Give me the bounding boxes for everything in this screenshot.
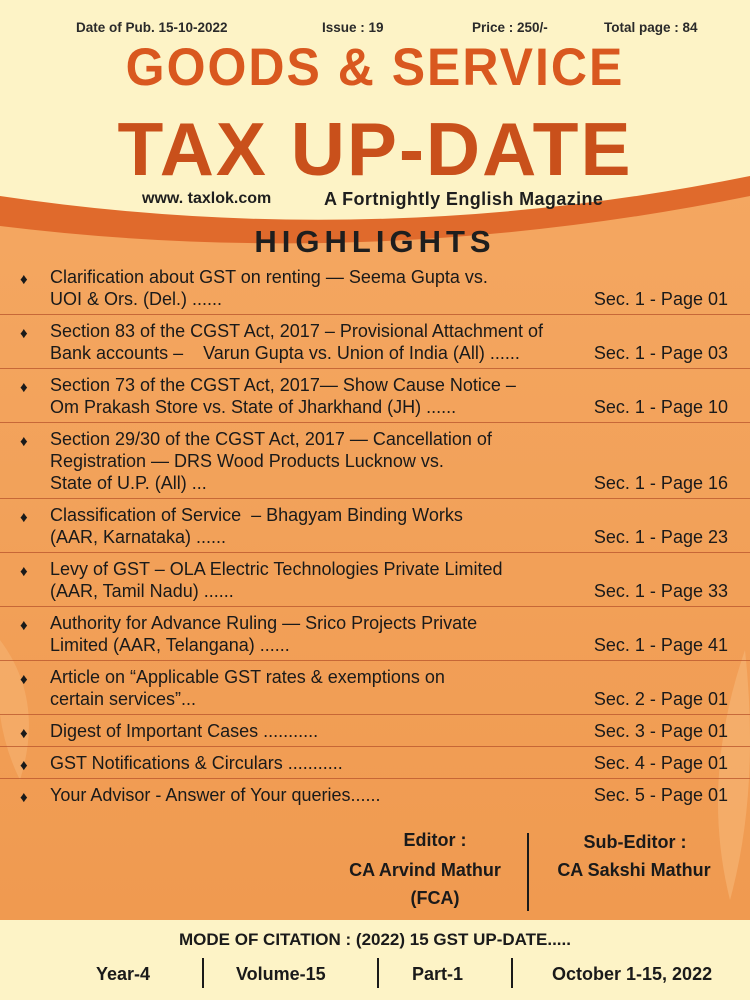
footer-divider — [511, 958, 513, 988]
highlight-item — [0, 666, 750, 710]
website: www. taxlok.com — [142, 190, 272, 207]
diamond-bullet-icon: ♦ — [20, 325, 28, 342]
editor-label: Editor : — [403, 830, 467, 850]
footer-divider — [202, 958, 204, 988]
highlight-divider — [0, 498, 750, 499]
total-pages: Total page : 84 — [604, 20, 698, 35]
highlight-text: Section 29/30 of the CGST Act, 2017 — Cancellation of — [50, 429, 492, 449]
highlight-text: Digest of Important Cases ........... — [50, 721, 319, 741]
diamond-bullet-icon: ♦ — [20, 563, 28, 580]
footer-divider — [377, 958, 379, 988]
editor-name: CA Arvind Mathur — [349, 860, 501, 880]
highlight-item — [0, 558, 750, 602]
highlight-text: Om Prakash Store vs. State of Jharkhand (JH) ...... — [50, 397, 457, 417]
diamond-bullet-icon: ♦ — [20, 671, 28, 688]
highlight-text: GST Notifications & Circulars ........... — [50, 753, 343, 773]
highlight-page-ref: Sec. 5 - Page 01 — [593, 785, 728, 805]
highlight-page-ref: Sec. 4 - Page 01 — [593, 753, 728, 773]
tagline: A Fortnightly English Magazine — [324, 189, 604, 209]
diamond-bullet-icon: ♦ — [20, 617, 28, 634]
highlight-item — [0, 784, 750, 806]
diamond-bullet-icon: ♦ — [20, 757, 28, 774]
highlight-divider — [0, 422, 750, 423]
highlight-divider — [0, 368, 750, 369]
highlight-item — [0, 266, 750, 310]
diamond-bullet-icon: ♦ — [20, 271, 28, 288]
footer-year: Year-4 — [96, 964, 151, 984]
price: Price : 250/- — [472, 20, 548, 35]
highlight-text: Article on “Applicable GST rates & exemptions on — [50, 667, 445, 687]
highlight-item — [0, 752, 750, 774]
editor-qualification: (FCA) — [410, 888, 460, 908]
highlight-text: Section 73 of the CGST Act, 2017— Show Cause Notice – — [50, 375, 516, 395]
highlight-text: (AAR, Karnataka) ...... — [50, 527, 227, 547]
highlight-divider — [0, 314, 750, 315]
highlight-text: Section 83 of the CGST Act, 2017 – Provisional Attachment of — [50, 321, 543, 341]
highlight-divider — [0, 746, 750, 747]
sub-editor-label: Sub-Editor : — [583, 832, 687, 852]
highlight-divider — [0, 714, 750, 715]
diamond-bullet-icon: ♦ — [20, 789, 28, 806]
highlight-text: State of U.P. (All) ... — [50, 473, 207, 493]
highlight-text: Registration — DRS Wood Products Lucknow vs. — [50, 451, 444, 471]
sub-editor-name: CA Sakshi Mathur — [557, 860, 711, 880]
highlight-item — [0, 374, 750, 418]
diamond-bullet-icon: ♦ — [20, 433, 28, 450]
highlight-text: Limited (AAR, Telangana) ...... — [50, 635, 290, 655]
highlight-item — [0, 720, 750, 742]
highlights-heading: HIGHLIGHTS — [254, 224, 496, 259]
highlight-text: Classification of Service – Bhagyam Binding Works — [50, 505, 463, 525]
highlight-page-ref: Sec. 1 - Page 01 — [593, 289, 728, 309]
diamond-bullet-icon: ♦ — [20, 379, 28, 396]
diamond-bullet-icon: ♦ — [20, 725, 28, 742]
highlight-divider — [0, 778, 750, 779]
highlight-page-ref: Sec. 1 - Page 33 — [593, 581, 728, 601]
highlight-item — [0, 504, 750, 548]
highlight-text: Bank accounts – Varun Gupta vs. Union of India (All) ...... — [50, 343, 520, 363]
publication-date: Date of Pub. 15-10-2022 — [76, 20, 228, 35]
magazine-title-line1: GOODS & SERVICE — [125, 37, 625, 97]
highlight-text: Levy of GST – OLA Electric Technologies Private Limited — [50, 559, 503, 579]
highlight-item — [0, 428, 750, 494]
highlight-divider — [0, 552, 750, 553]
highlight-page-ref: Sec. 1 - Page 03 — [593, 343, 728, 363]
diamond-bullet-icon: ♦ — [20, 509, 28, 526]
highlight-text: (AAR, Tamil Nadu) ...... — [50, 581, 234, 601]
highlight-page-ref: Sec. 1 - Page 10 — [593, 397, 728, 417]
citation-mode: MODE OF CITATION : (2022) 15 GST UP-DATE..... — [179, 930, 571, 949]
highlight-text: Authority for Advance Ruling — Srico Projects Private — [50, 613, 478, 633]
editor-divider — [527, 833, 529, 911]
highlight-text: Clarification about GST on renting — Seema Gupta vs. — [50, 267, 488, 287]
highlight-item — [0, 612, 750, 656]
highlight-page-ref: Sec. 3 - Page 01 — [593, 721, 728, 741]
highlight-page-ref: Sec. 2 - Page 01 — [593, 689, 728, 709]
footer-date: October 1-15, 2022 — [552, 964, 713, 984]
highlight-divider — [0, 660, 750, 661]
highlight-page-ref: Sec. 1 - Page 23 — [593, 527, 728, 547]
highlight-page-ref: Sec. 1 - Page 16 — [593, 473, 728, 493]
magazine-title-line2: TAX UP-DATE — [117, 107, 633, 191]
highlight-text: Your Advisor - Answer of Your queries...... — [50, 785, 381, 805]
highlight-divider — [0, 606, 750, 607]
highlight-page-ref: Sec. 1 - Page 41 — [593, 635, 728, 655]
highlight-item — [0, 320, 750, 364]
footer-volume: Volume-15 — [236, 964, 326, 984]
highlight-text: UOI & Ors. (Del.) ...... — [50, 289, 223, 309]
issue-number: Issue : 19 — [322, 20, 384, 35]
highlight-text: certain services”... — [50, 689, 197, 709]
footer-part: Part-1 — [412, 964, 464, 984]
